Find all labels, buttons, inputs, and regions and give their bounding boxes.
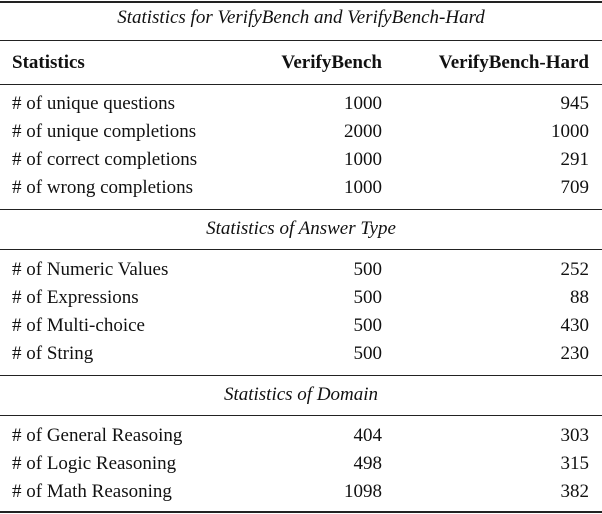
verifybench-hard-value: 303 (560, 425, 589, 446)
verifybench-value: 500 (353, 343, 382, 364)
verifybench-hard-value: 1000 (551, 121, 589, 142)
divider (0, 415, 602, 416)
divider (0, 84, 602, 85)
table-row (0, 284, 602, 312)
verifybench-hard-value: 88 (570, 287, 589, 308)
row-label: # of unique questions (12, 93, 176, 114)
top-rule (0, 1, 602, 3)
row-label: # of General Reasoing (12, 425, 183, 446)
section-title: Statistics of Answer Type (206, 218, 396, 239)
table-row (0, 174, 602, 202)
row-label: # of Expressions (12, 287, 139, 308)
row-label: # of Numeric Values (12, 259, 169, 280)
table-row (0, 118, 602, 146)
verifybench-value: 1098 (344, 481, 382, 502)
bottom-rule (0, 511, 602, 513)
verifybench-hard-value: 291 (560, 149, 589, 170)
verifybench-hard-value: 230 (560, 343, 589, 364)
row-label: # of Math Reasoning (12, 481, 172, 502)
header-statistics: Statistics (12, 52, 85, 73)
table-title: Statistics for VerifyBench and VerifyBench-Hard (117, 7, 485, 28)
header-verifybench: VerifyBench (281, 52, 382, 73)
divider (0, 40, 602, 41)
verifybench-hard-value: 382 (560, 481, 589, 502)
verifybench-value: 1000 (344, 177, 382, 198)
table-row (0, 256, 602, 284)
table-row (0, 340, 602, 368)
verifybench-value: 500 (353, 315, 382, 336)
verifybench-value: 498 (353, 453, 382, 474)
row-label: # of correct completions (12, 149, 198, 170)
table-row (0, 450, 602, 478)
verifybench-value: 1000 (344, 149, 382, 170)
table-row (0, 146, 602, 174)
row-label: # of wrong completions (12, 177, 194, 198)
verifybench-value: 500 (353, 287, 382, 308)
header-verifybench-hard: VerifyBench-Hard (438, 52, 589, 73)
table-row (0, 478, 602, 506)
verifybench-hard-value: 945 (560, 93, 589, 114)
table-row (0, 422, 602, 450)
table-row (0, 312, 602, 340)
row-label: # of Logic Reasoning (12, 453, 177, 474)
section-title: Statistics of Domain (223, 384, 379, 405)
divider (0, 209, 602, 210)
verifybench-hard-value: 252 (560, 259, 589, 280)
row-label: # of unique completions (12, 121, 197, 142)
table-row (0, 90, 602, 118)
header-row (0, 49, 602, 77)
divider (0, 249, 602, 250)
verifybench-value: 404 (353, 425, 382, 446)
verifybench-value: 2000 (344, 121, 382, 142)
row-label: # of Multi-choice (12, 315, 145, 336)
verifybench-hard-value: 315 (560, 453, 589, 474)
verifybench-hard-value: 709 (560, 177, 589, 198)
divider (0, 375, 602, 376)
row-label: # of String (12, 343, 94, 364)
verifybench-value: 1000 (344, 93, 382, 114)
verifybench-value: 500 (353, 259, 382, 280)
verifybench-hard-value: 430 (560, 315, 589, 336)
